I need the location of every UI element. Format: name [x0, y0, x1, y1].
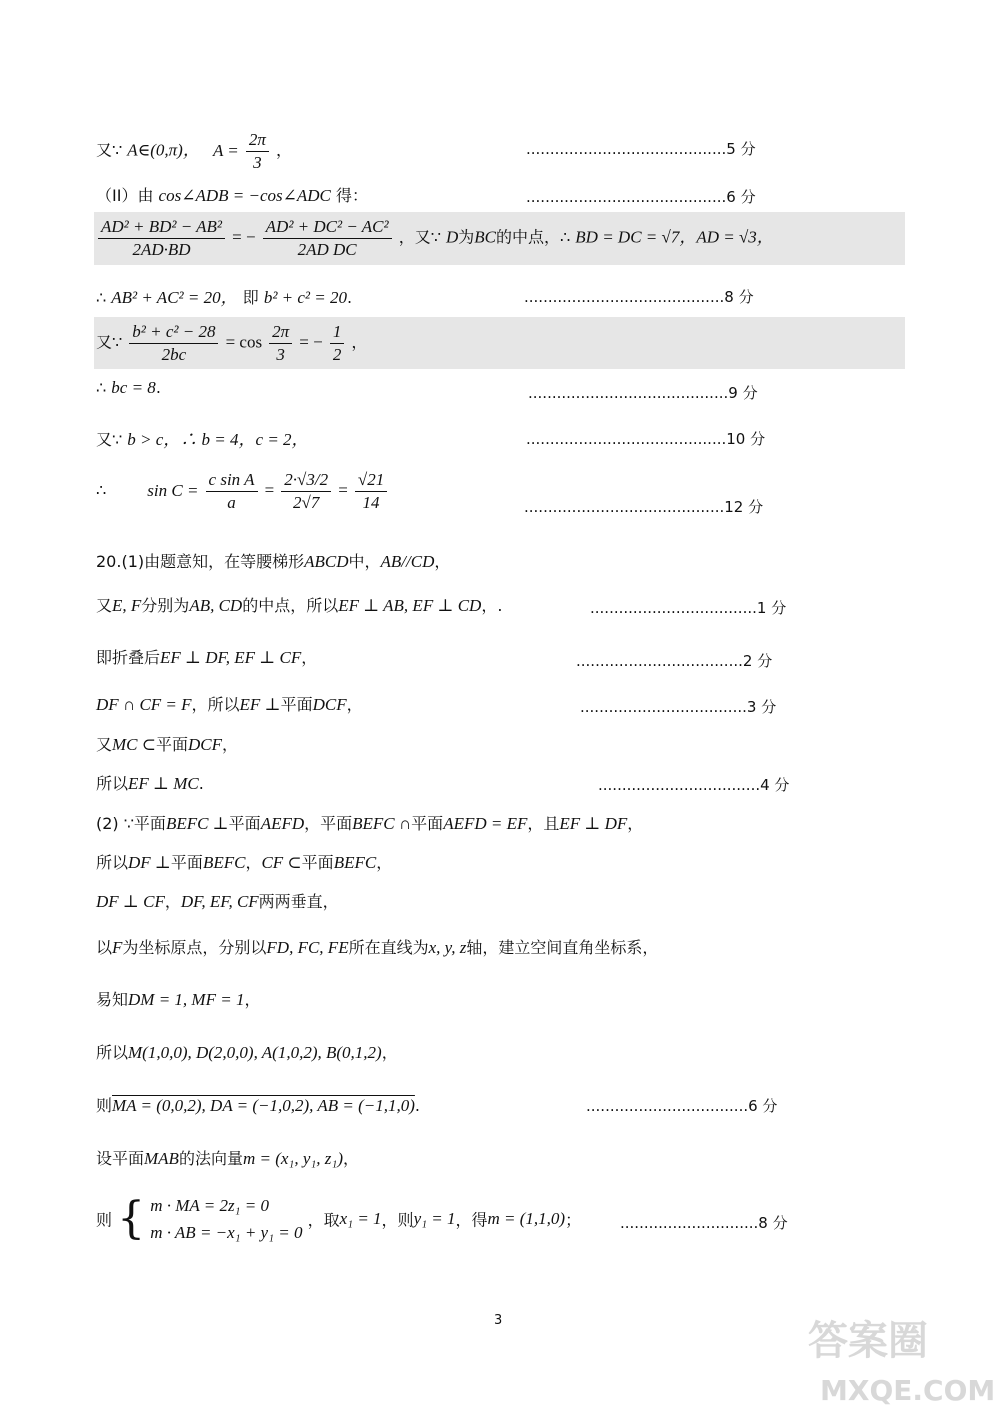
line-system: 则 { m · MA = 2z₁ = 0 m · AB = −x₁ + y₁ = 0 ，取x₁ = 1，则y₁ = 1，得m = (1,1,0)；: [96, 1193, 582, 1245]
line-vectors: 则MA = (0,0,2), DA = (−1,0,2), AB = (−1,1,0).: [96, 1096, 420, 1115]
score-1: ...................................1 分: [590, 599, 787, 617]
line-mc-in-plane: 又MC ⊂平面DCF，: [96, 735, 239, 754]
score-3: ...................................3 分: [580, 698, 777, 716]
score-6b: ..................................6 分: [586, 1097, 778, 1115]
watermark-top-text: 答案圈: [808, 1318, 928, 1364]
line-points: 所以M(1,0,0), D(2,0,0), A(1,0,2), B(0,1,2)，: [96, 1043, 398, 1062]
score-12: ..........................................12 分: [524, 498, 764, 516]
line-part-2: (2) ∵平面BEFC ⊥平面AEFD，平面BEFC ∩平面AEFD = EF，且EF ⊥ DF，: [96, 814, 644, 833]
line-plane-dcf: DF ∩ CF = F，所以EF ⊥平面DCF，: [96, 695, 363, 714]
line-bc: ∴ bc = 8.: [96, 378, 161, 397]
line-b-c-values: 又∵ b > c，∴ b = 4，c = 2，: [96, 430, 309, 449]
line-dm-mf: 易知DM = 1, MF = 1，: [96, 990, 261, 1009]
score-8: ..........................................8 分: [524, 288, 754, 306]
page-number: 3: [494, 1313, 503, 1328]
line-mutually-perp: DF ⊥ CF，DF, EF, CF两两垂直，: [96, 892, 339, 911]
line-df-perp-plane: 所以DF ⊥平面BEFC，CF ⊂平面BEFC，: [96, 853, 393, 872]
line-cos-a: 又∵ $\frac{\text{b² + c² − 28}}{2bc}$ = cos $\frac{2\pi}{3}$ = − $\frac{1}{2}$ ，: [96, 322, 368, 364]
line-cosine-equation: $\frac{\text{AD² + BD² − AB²}}{2AD\cdot BD}$ = − $\frac{\text{AD² + DC² − AC²}}{\text{2AD DC}}$ ，又∵ D为BC的中点，∴ BD = DC = √7，AD = √3，: [96, 217, 774, 259]
score-4: ..................................4 分: [598, 776, 790, 794]
score-10: ..........................................10 分: [526, 430, 766, 448]
line-part-ii: （II）由 cos∠ADB = −cos∠ADC 得：: [96, 186, 368, 205]
line-ef-perp-mc: 所以EF ⊥ MC.: [96, 774, 204, 793]
score-5: ..........................................5 分: [526, 140, 756, 158]
line-coordinate-system: 以F为坐标原点，分别以FD, FC, FE所在直线为x, y, z轴，建立空间直角坐标系，: [96, 938, 659, 957]
line-angle-a: 又∵ A∈(0,π)， A = $\frac{2\pi}{3}$ ，: [96, 130, 292, 172]
watermark-logo: [790, 1310, 1000, 1410]
line-20-intro: 20.(1)由题意知，在等腰梯形ABCD中，AB//CD，: [96, 552, 451, 571]
score-6: ..........................................6 分: [526, 188, 756, 206]
line-sin-c: ∴ sin C = $\frac{\text{c sin A}}{a}$ = $\frac{2\cdot√3/2}{2√7}$ = $\frac{√21}{14}$: [96, 470, 389, 512]
watermark-bottom-text: MXQE.COM: [820, 1374, 996, 1407]
line-folding: 即折叠后EF ⊥ DF, EF ⊥ CF，: [96, 648, 318, 667]
score-9: ..........................................9 分: [528, 384, 758, 402]
score-2: ...................................2 分: [576, 652, 773, 670]
score-8b: .............................8 分: [620, 1214, 788, 1232]
line-normal-vector: 设平面MAB的法向量m = (x₁, y₁, z₁)，: [96, 1149, 359, 1168]
line-midpoints: 又E, F分别为AB, CD的中点，所以EF ⊥ AB, EF ⊥ CD，.: [96, 596, 503, 615]
line-sum-squares: ∴ AB² + AC² = 20， 即 b² + c² = 20.: [96, 288, 353, 307]
